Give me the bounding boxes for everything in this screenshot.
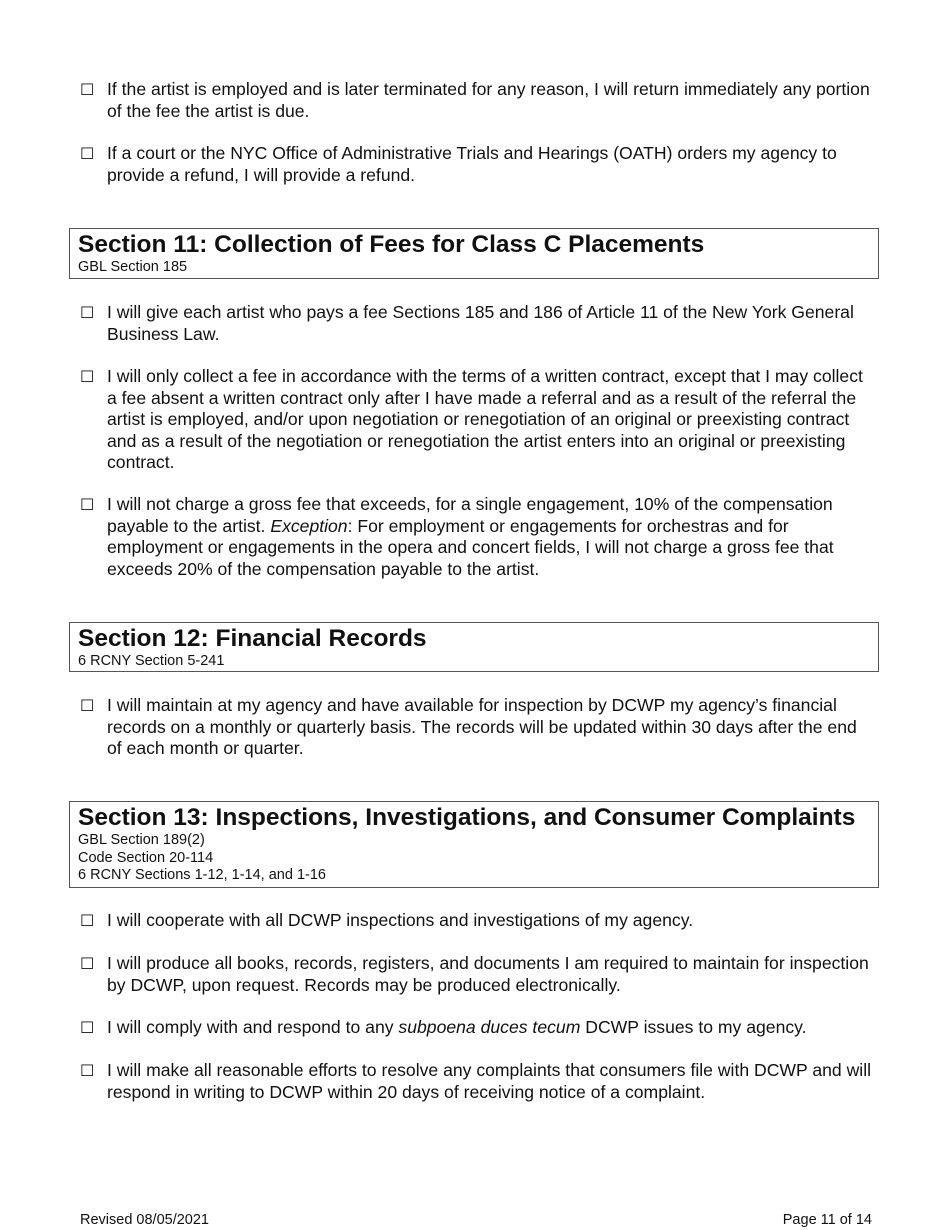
checklist-item-text: If a court or the NYC Office of Administrative Trials and Hearings (OATH) orders my agency to provide a refund, I will provide a refund. <box>107 143 837 185</box>
checkbox[interactable]: ☐ <box>80 911 95 930</box>
section-11-header <box>69 228 879 279</box>
checklist-item-text: I will only collect a fee in accordance with the terms of a written contract, except that I may collect a fee absent a written contract only after I have made a referral and as a result of the referral the artist is employed, and/or upon negotiation or renegotiation of an original or preexisting contract and as a result of the negotiation or renegotiation the artist enters into an original or preexisting contract. <box>107 366 863 472</box>
section-13-header <box>69 801 879 888</box>
checklist-item[interactable] <box>80 695 875 760</box>
checkbox[interactable]: ☐ <box>80 80 95 99</box>
emphasis-text: subpoena duces tecum <box>398 1017 581 1037</box>
emphasis-text: Exception <box>270 515 348 536</box>
section-reference: GBL Section 185 <box>78 259 188 275</box>
text-segment: I will not charge a gross fee that exceeds, for a single engagement, 10% of the compensation payable to the artist. <box>107 494 833 536</box>
text-segment: : For employment or engagements for orchestras and for employment or engagements in the opera and concert fields, I will not charge a gross fee that exceeds 20% of the compensation payable to the artist. <box>107 515 834 579</box>
section-reference: 6 RCNY Section 5-241 <box>78 653 225 669</box>
checkbox[interactable]: ☐ <box>80 1018 95 1037</box>
checklist-item-text <box>107 494 875 580</box>
checkbox[interactable]: ☐ <box>80 144 95 163</box>
checklist-item-text: I will cooperate with all DCWP inspections and investigations of my agency. <box>107 910 694 930</box>
checklist-item[interactable] <box>80 302 875 345</box>
checklist-item-text: If the artist is employed and is later terminated for any reason, I will return immediately any portion of the fee the artist is due. <box>107 79 870 121</box>
checklist-item[interactable] <box>80 79 875 122</box>
section-12-header <box>69 622 879 672</box>
checklist-item[interactable] <box>80 494 875 580</box>
checkbox[interactable]: ☐ <box>80 495 95 514</box>
text-segment: DCWP issues to my agency. <box>580 1017 807 1037</box>
checklist-item-text: I will produce all books, records, registers, and documents I am required to maintain for inspection by DCWP, upon request. Records may be produced electronically. <box>107 953 869 995</box>
checkbox[interactable]: ☐ <box>80 696 95 715</box>
checklist-item-text: I will give each artist who pays a fee Sections 185 and 186 of Article 11 of the New York General Business Law. <box>107 302 854 344</box>
checklist-item[interactable] <box>80 953 875 996</box>
section-reference: Code Section 20-114 <box>78 849 214 866</box>
revision-date: Revised 08/05/2021 <box>80 1212 209 1228</box>
checklist-item-text: I will make all reasonable efforts to resolve any complaints that consumers file with DCWP and will respond in writing to DCWP within 20 days of receiving notice of a complaint. <box>107 1060 872 1102</box>
section-reference: 6 RCNY Sections 1-12, 1-14, and 1-16 <box>78 867 326 883</box>
checklist-item[interactable] <box>80 1060 875 1103</box>
checklist-item[interactable] <box>80 1017 875 1039</box>
checklist-item[interactable] <box>80 910 875 932</box>
section-title: Section 12: Financial Records <box>78 625 427 652</box>
text-segment: I will comply with and respond to any <box>107 1017 399 1037</box>
checklist-item-text <box>107 1017 875 1039</box>
checkbox[interactable]: ☐ <box>80 1061 95 1080</box>
section-title: Section 11: Collection of Fees for Class C Placements <box>78 231 705 258</box>
checkbox[interactable]: ☐ <box>80 367 95 386</box>
section-reference: GBL Section 189(2) <box>78 832 205 848</box>
checkbox[interactable]: ☐ <box>80 303 95 322</box>
checklist-item-text: I will maintain at my agency and have available for inspection by DCWP my agency’s financial records on a monthly or quarterly basis. The records will be updated within 30 days after the end of each month or quarter. <box>107 695 857 758</box>
checkbox[interactable]: ☐ <box>80 954 95 973</box>
checklist-item[interactable] <box>80 143 875 186</box>
page-number: Page 11 of 14 <box>782 1212 872 1228</box>
section-title: Section 13: Inspections, Investigations, and Consumer Complaints <box>78 804 856 831</box>
checklist-item[interactable] <box>80 366 875 474</box>
